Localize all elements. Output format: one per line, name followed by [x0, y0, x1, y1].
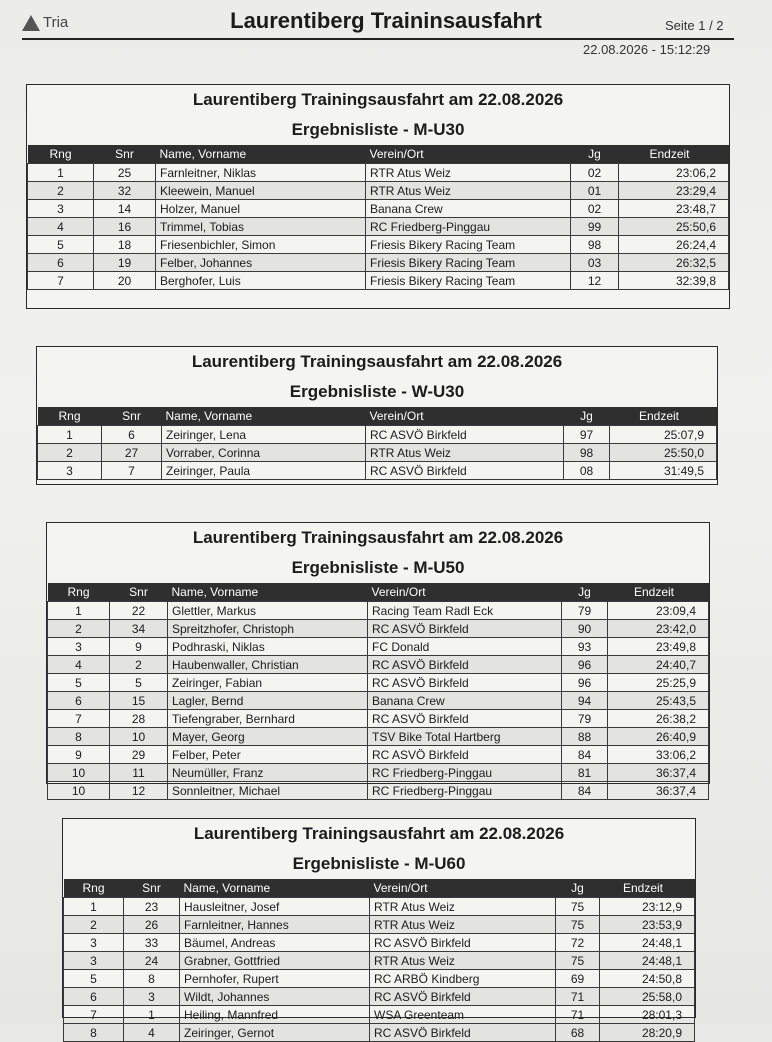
- rank-cell: 6: [64, 988, 124, 1006]
- time-cell: 24:50,8: [600, 970, 695, 988]
- year-cell: 69: [556, 970, 600, 988]
- rank-cell: 7: [28, 272, 94, 290]
- bib-cell: 10: [110, 728, 168, 746]
- year-cell: 72: [556, 934, 600, 952]
- rank-cell: 3: [48, 638, 110, 656]
- time-cell: 26:40,9: [608, 728, 709, 746]
- time-cell: 25:50,6: [619, 218, 729, 236]
- year-cell: 99: [571, 218, 619, 236]
- club-cell: RC Friedberg-Pinggau: [366, 218, 571, 236]
- name-cell: Bäumel, Andreas: [180, 934, 370, 952]
- col-rank: Rng: [38, 407, 102, 426]
- year-cell: 94: [562, 692, 608, 710]
- name-cell: Farnleitner, Niklas: [156, 164, 366, 182]
- year-cell: 71: [556, 988, 600, 1006]
- table-row: [48, 782, 709, 800]
- table-header: [48, 583, 709, 602]
- bib-cell: 25: [94, 164, 156, 182]
- table-row: [48, 620, 709, 638]
- table-row: [28, 200, 729, 218]
- table-row: [38, 444, 717, 462]
- club-cell: RTR Atus Weiz: [366, 164, 571, 182]
- club-cell: RC ASVÖ Birkfeld: [368, 674, 562, 692]
- table-row: [48, 638, 709, 656]
- bib-cell: 19: [94, 254, 156, 272]
- time-cell: 23:12,9: [600, 898, 695, 916]
- rank-cell: 5: [28, 236, 94, 254]
- club-cell: RC ASVÖ Birkfeld: [370, 988, 556, 1006]
- club-cell: FC Donald: [368, 638, 562, 656]
- rank-cell: 3: [64, 952, 124, 970]
- table-row: [28, 254, 729, 272]
- bib-cell: 9: [110, 638, 168, 656]
- table-row: [64, 898, 695, 916]
- club-cell: RC ASVÖ Birkfeld: [368, 620, 562, 638]
- results-block-w-u30: [36, 346, 718, 485]
- year-cell: 08: [564, 462, 610, 480]
- time-cell: 25:50,0: [610, 444, 717, 462]
- col-bib: Snr: [102, 407, 162, 426]
- col-rank: Rng: [64, 879, 124, 898]
- name-cell: Kleewein, Manuel: [156, 182, 366, 200]
- rank-cell: 6: [48, 692, 110, 710]
- results-table: [63, 879, 695, 1042]
- time-cell: 28:01,3: [600, 1006, 695, 1024]
- club-cell: RTR Atus Weiz: [370, 898, 556, 916]
- rank-cell: 10: [48, 764, 110, 782]
- rank-cell: 6: [28, 254, 94, 272]
- col-time: Endzeit: [600, 879, 695, 898]
- col-name: Name, Vorname: [162, 407, 366, 426]
- time-cell: 23:48,7: [619, 200, 729, 218]
- block-subtitle: Ergebnisliste - M-U30: [291, 120, 465, 139]
- bib-cell: 32: [94, 182, 156, 200]
- bib-cell: 12: [110, 782, 168, 800]
- table-header: [64, 879, 695, 898]
- bib-cell: 2: [110, 656, 168, 674]
- year-cell: 03: [571, 254, 619, 272]
- year-cell: 84: [562, 746, 608, 764]
- name-cell: Grabner, Gottfried: [180, 952, 370, 970]
- col-time: Endzeit: [608, 583, 709, 602]
- name-cell: Zeiringer, Gernot: [180, 1024, 370, 1042]
- block-title: Laurentiberg Trainingsausfahrt am 22.08.2026: [193, 824, 565, 843]
- col-bib: Snr: [124, 879, 180, 898]
- club-cell: Racing Team Radl Eck: [368, 602, 562, 620]
- name-cell: Holzer, Manuel: [156, 200, 366, 218]
- club-cell: RC ASVÖ Birkfeld: [366, 426, 564, 444]
- club-cell: RC ASVÖ Birkfeld: [368, 656, 562, 674]
- name-cell: Hausleitner, Josef: [180, 898, 370, 916]
- year-cell: 97: [564, 426, 610, 444]
- results-table: [27, 145, 729, 290]
- year-cell: 12: [571, 272, 619, 290]
- table-body: [64, 898, 695, 1042]
- time-cell: 31:49,5: [610, 462, 717, 480]
- time-cell: 24:48,1: [600, 934, 695, 952]
- rank-cell: 2: [48, 620, 110, 638]
- club-cell: Friesis Bikery Racing Team: [366, 236, 571, 254]
- bib-cell: 16: [94, 218, 156, 236]
- rank-cell: 3: [64, 934, 124, 952]
- time-cell: 32:39,8: [619, 272, 729, 290]
- table-row: [48, 746, 709, 764]
- club-cell: RC Friedberg-Pinggau: [368, 782, 562, 800]
- time-cell: 24:48,1: [600, 952, 695, 970]
- table-body: [48, 602, 709, 800]
- bib-cell: 20: [94, 272, 156, 290]
- time-cell: 23:06,2: [619, 164, 729, 182]
- table-row: [28, 164, 729, 182]
- rank-cell: 2: [64, 916, 124, 934]
- table-header: [38, 407, 717, 426]
- year-cell: 81: [562, 764, 608, 782]
- year-cell: 96: [562, 674, 608, 692]
- time-cell: 36:37,4: [608, 764, 709, 782]
- name-cell: Felber, Johannes: [156, 254, 366, 272]
- table-row: [64, 970, 695, 988]
- table-row: [48, 674, 709, 692]
- bib-cell: 3: [124, 988, 180, 1006]
- results-block-m-u50: [46, 522, 710, 798]
- year-cell: 02: [571, 200, 619, 218]
- results-table: [47, 583, 709, 800]
- col-bib: Snr: [94, 145, 156, 164]
- time-cell: 23:53,9: [600, 916, 695, 934]
- time-cell: 26:38,2: [608, 710, 709, 728]
- bib-cell: 6: [102, 426, 162, 444]
- results-block-m-u30: [26, 84, 730, 309]
- document-title: Laurentiberg Traininsausfahrt: [230, 8, 542, 33]
- year-cell: 98: [571, 236, 619, 254]
- bib-cell: 22: [110, 602, 168, 620]
- bib-cell: 15: [110, 692, 168, 710]
- name-cell: Trimmel, Tobias: [156, 218, 366, 236]
- year-cell: 84: [562, 782, 608, 800]
- bib-cell: 27: [102, 444, 162, 462]
- year-cell: 01: [571, 182, 619, 200]
- rank-cell: 5: [64, 970, 124, 988]
- time-cell: 25:58,0: [600, 988, 695, 1006]
- table-body: [28, 164, 729, 290]
- rank-cell: 3: [28, 200, 94, 218]
- name-cell: Zeiringer, Fabian: [168, 674, 368, 692]
- results-table: [37, 407, 717, 480]
- year-cell: 02: [571, 164, 619, 182]
- bib-cell: 28: [110, 710, 168, 728]
- year-cell: 68: [556, 1024, 600, 1042]
- club-cell: RC ARBÖ Kindberg: [370, 970, 556, 988]
- bib-cell: 26: [124, 916, 180, 934]
- table-row: [28, 272, 729, 290]
- col-year: Jg: [562, 583, 608, 602]
- time-cell: 23:09,4: [608, 602, 709, 620]
- header-divider: [22, 38, 734, 40]
- col-name: Name, Vorname: [168, 583, 368, 602]
- name-cell: Tiefengraber, Bernhard: [168, 710, 368, 728]
- time-cell: 23:29,4: [619, 182, 729, 200]
- rank-cell: 3: [38, 462, 102, 480]
- name-cell: Neumüller, Franz: [168, 764, 368, 782]
- club-cell: Friesis Bikery Racing Team: [366, 254, 571, 272]
- year-cell: 90: [562, 620, 608, 638]
- page-number: Seite 1 / 2: [665, 18, 724, 33]
- year-cell: 75: [556, 916, 600, 934]
- name-cell: Wildt, Johannes: [180, 988, 370, 1006]
- name-cell: Felber, Peter: [168, 746, 368, 764]
- col-year: Jg: [571, 145, 619, 164]
- rank-cell: 4: [28, 218, 94, 236]
- club-cell: RC ASVÖ Birkfeld: [370, 934, 556, 952]
- year-cell: 79: [562, 602, 608, 620]
- year-cell: 98: [564, 444, 610, 462]
- name-cell: Haubenwaller, Christian: [168, 656, 368, 674]
- year-cell: 79: [562, 710, 608, 728]
- bib-cell: 33: [124, 934, 180, 952]
- name-cell: Zeiringer, Paula: [162, 462, 366, 480]
- table-row: [48, 602, 709, 620]
- time-cell: 33:06,2: [608, 746, 709, 764]
- bib-cell: 5: [110, 674, 168, 692]
- col-year: Jg: [564, 407, 610, 426]
- name-cell: Berghofer, Luis: [156, 272, 366, 290]
- year-cell: 93: [562, 638, 608, 656]
- table-row: [28, 236, 729, 254]
- name-cell: Glettler, Markus: [168, 602, 368, 620]
- print-datetime: 22.08.2026 - 15:12:29: [583, 42, 711, 57]
- club-cell: Friesis Bikery Racing Team: [366, 272, 571, 290]
- rank-cell: 10: [48, 782, 110, 800]
- rank-cell: 1: [48, 602, 110, 620]
- name-cell: Pernhofer, Rupert: [180, 970, 370, 988]
- rank-cell: 8: [48, 728, 110, 746]
- club-cell: RC ASVÖ Birkfeld: [368, 710, 562, 728]
- block-subtitle: Ergebnisliste - W-U30: [289, 382, 465, 401]
- results-block-m-u60: [62, 818, 696, 1040]
- bib-cell: 4: [124, 1024, 180, 1042]
- col-club: Verein/Ort: [366, 145, 571, 164]
- time-cell: 23:42,0: [608, 620, 709, 638]
- bib-cell: 24: [124, 952, 180, 970]
- year-cell: 75: [556, 952, 600, 970]
- col-name: Name, Vorname: [156, 145, 366, 164]
- name-cell: Mayer, Georg: [168, 728, 368, 746]
- table-row: [28, 182, 729, 200]
- table-row: [64, 1006, 695, 1024]
- rank-cell: 1: [38, 426, 102, 444]
- table-row: [38, 426, 717, 444]
- table-row: [28, 218, 729, 236]
- bib-cell: 8: [124, 970, 180, 988]
- name-cell: Vorraber, Corinna: [162, 444, 366, 462]
- rank-cell: 1: [64, 898, 124, 916]
- bib-cell: 18: [94, 236, 156, 254]
- time-cell: 25:43,5: [608, 692, 709, 710]
- table-row: [48, 656, 709, 674]
- block-title: Laurentiberg Trainingsausfahrt am 22.08.2026: [191, 352, 563, 371]
- club-cell: RTR Atus Weiz: [370, 952, 556, 970]
- name-cell: Sonnleitner, Michael: [168, 782, 368, 800]
- table-row: [38, 462, 717, 480]
- bib-cell: 1: [124, 1006, 180, 1024]
- col-bib: Snr: [110, 583, 168, 602]
- rank-cell: 2: [38, 444, 102, 462]
- club-cell: WSA Greenteam: [370, 1006, 556, 1024]
- table-row: [64, 916, 695, 934]
- logo-text: Tria: [43, 14, 69, 31]
- year-cell: 88: [562, 728, 608, 746]
- name-cell: Lagler, Bernd: [168, 692, 368, 710]
- name-cell: Podhraski, Niklas: [168, 638, 368, 656]
- table-row: [64, 1024, 695, 1042]
- bib-cell: 23: [124, 898, 180, 916]
- year-cell: 75: [556, 898, 600, 916]
- time-cell: 26:24,4: [619, 236, 729, 254]
- rank-cell: 8: [64, 1024, 124, 1042]
- block-title: Laurentiberg Trainingsausfahrt am 22.08.2026: [192, 528, 564, 547]
- table-row: [64, 952, 695, 970]
- name-cell: Farnleitner, Hannes: [180, 916, 370, 934]
- time-cell: 23:49,8: [608, 638, 709, 656]
- rank-cell: 7: [64, 1006, 124, 1024]
- club-cell: RC ASVÖ Birkfeld: [370, 1024, 556, 1042]
- table-row: [48, 764, 709, 782]
- block-title: Laurentiberg Trainingsausfahrt am 22.08.2026: [192, 90, 564, 109]
- table-header: [28, 145, 729, 164]
- table-row: [48, 710, 709, 728]
- name-cell: Heiling, Mannfred: [180, 1006, 370, 1024]
- club-cell: RC ASVÖ Birkfeld: [366, 462, 564, 480]
- club-cell: RTR Atus Weiz: [366, 182, 571, 200]
- time-cell: 24:40,7: [608, 656, 709, 674]
- time-cell: 25:07,9: [610, 426, 717, 444]
- table-row: [48, 728, 709, 746]
- col-year: Jg: [556, 879, 600, 898]
- club-cell: Banana Crew: [368, 692, 562, 710]
- bib-cell: 7: [102, 462, 162, 480]
- rank-cell: 7: [48, 710, 110, 728]
- rank-cell: 1: [28, 164, 94, 182]
- table-row: [64, 988, 695, 1006]
- rank-cell: 2: [28, 182, 94, 200]
- bib-cell: 29: [110, 746, 168, 764]
- table-row: [64, 934, 695, 952]
- col-club: Verein/Ort: [370, 879, 556, 898]
- col-rank: Rng: [28, 145, 94, 164]
- year-cell: 71: [556, 1006, 600, 1024]
- year-cell: 96: [562, 656, 608, 674]
- col-rank: Rng: [48, 583, 110, 602]
- bib-cell: 11: [110, 764, 168, 782]
- bib-cell: 14: [94, 200, 156, 218]
- time-cell: 36:37,4: [608, 782, 709, 800]
- bib-cell: 34: [110, 620, 168, 638]
- club-cell: TSV Bike Total Hartberg: [368, 728, 562, 746]
- time-cell: 25:25,9: [608, 674, 709, 692]
- rank-cell: 9: [48, 746, 110, 764]
- time-cell: 28:20,9: [600, 1024, 695, 1042]
- col-time: Endzeit: [610, 407, 717, 426]
- rank-cell: 4: [48, 656, 110, 674]
- club-cell: Banana Crew: [366, 200, 571, 218]
- table-body: [38, 426, 717, 480]
- col-club: Verein/Ort: [368, 583, 562, 602]
- club-cell: RTR Atus Weiz: [370, 916, 556, 934]
- name-cell: Spreitzhofer, Christoph: [168, 620, 368, 638]
- name-cell: Zeiringer, Lena: [162, 426, 366, 444]
- block-subtitle: Ergebnisliste - M-U60: [292, 854, 466, 873]
- col-club: Verein/Ort: [366, 407, 564, 426]
- col-time: Endzeit: [619, 145, 729, 164]
- block-subtitle: Ergebnisliste - M-U50: [291, 558, 465, 577]
- club-cell: RTR Atus Weiz: [366, 444, 564, 462]
- club-cell: RC ASVÖ Birkfeld: [368, 746, 562, 764]
- col-name: Name, Vorname: [180, 879, 370, 898]
- time-cell: 26:32,5: [619, 254, 729, 272]
- rank-cell: 5: [48, 674, 110, 692]
- table-row: [48, 692, 709, 710]
- club-cell: RC Friedberg-Pinggau: [368, 764, 562, 782]
- name-cell: Friesenbichler, Simon: [156, 236, 366, 254]
